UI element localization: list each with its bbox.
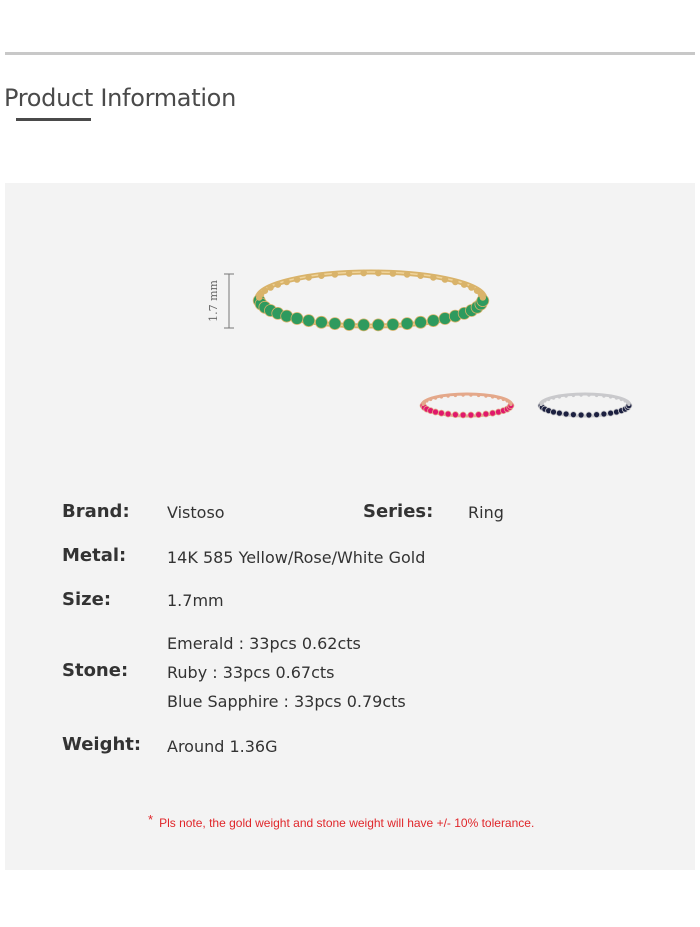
gemstone	[303, 315, 315, 327]
ring-setting	[474, 287, 481, 294]
gemstone	[415, 316, 427, 328]
ring-setting	[318, 272, 325, 279]
series-value: Ring	[468, 503, 504, 522]
ring-setting	[620, 398, 623, 401]
ring-setting	[434, 396, 437, 399]
ring-setting	[491, 395, 494, 398]
ring-setting	[468, 284, 475, 291]
gemstone	[483, 411, 489, 417]
ring-setting	[469, 393, 472, 396]
note-asterisk: *	[148, 812, 154, 827]
note-text: Pls note, the gold weight and stone weight will have +/- 10% tolerance.	[159, 816, 535, 830]
ring-illustration	[5, 183, 695, 483]
ring-setting	[417, 272, 424, 279]
ring-setting	[552, 396, 555, 399]
gemstone	[401, 318, 413, 330]
brand-value: Vistoso	[167, 503, 225, 522]
ring-setting	[624, 399, 627, 402]
ring-setting	[579, 393, 582, 396]
ring-setting	[602, 394, 605, 397]
gemstone	[490, 410, 496, 416]
gemstone	[594, 412, 600, 418]
gemstone	[291, 313, 303, 325]
ruby-ring	[420, 393, 514, 418]
ring-setting	[587, 393, 590, 396]
gemstone	[433, 409, 439, 415]
ring-setting	[502, 398, 505, 401]
gemstone	[387, 319, 399, 331]
ring-setting	[442, 276, 449, 283]
ring-setting	[572, 394, 575, 397]
ring-setting	[346, 270, 353, 277]
ring-setting	[547, 398, 550, 401]
gemstone	[578, 412, 584, 418]
gemstone	[551, 409, 557, 415]
ring-setting	[595, 394, 598, 397]
ring-setting	[609, 395, 612, 398]
gemstone	[445, 411, 451, 417]
ring-setting	[256, 294, 263, 301]
ring-setting	[267, 284, 274, 291]
sapphire-ring	[538, 393, 632, 418]
size-value: 1.7mm	[167, 591, 224, 610]
ring-setting	[446, 394, 449, 397]
stone-label: Stone:	[62, 660, 129, 681]
weight-label: Weight:	[62, 734, 142, 755]
ring-setting	[497, 396, 500, 399]
stone-line-sapphire: Blue Sapphire : 33pcs 0.79cts	[167, 692, 406, 711]
ring-setting	[461, 393, 464, 396]
ring-setting	[421, 403, 424, 406]
ring-setting	[429, 398, 432, 401]
ring-setting	[440, 395, 443, 398]
dimension-label: 1.7 mm	[207, 280, 220, 322]
gemstone	[358, 319, 370, 331]
gemstone	[315, 316, 327, 328]
gemstone	[556, 410, 562, 416]
ring-setting	[283, 279, 290, 286]
ring-setting	[360, 270, 367, 277]
size-label: Size:	[62, 589, 112, 610]
gemstone	[570, 412, 576, 418]
ring-setting	[558, 395, 561, 398]
ring-setting	[506, 399, 509, 402]
stone-line-ruby: Ruby : 33pcs 0.67cts	[167, 663, 335, 682]
ring-setting	[452, 279, 459, 286]
brand-label: Brand:	[62, 501, 130, 522]
gemstone	[563, 411, 569, 417]
metal-label: Metal:	[62, 545, 127, 566]
dimension-marker	[207, 274, 234, 328]
metal-value: 14K 585 Yellow/Rose/White Gold	[167, 548, 426, 567]
ring-setting	[461, 281, 468, 288]
title-underline	[16, 118, 91, 121]
gemstone	[460, 412, 466, 418]
ring-setting	[404, 271, 411, 278]
stone-line-emerald: Emerald : 33pcs 0.62cts	[167, 634, 361, 653]
gemstone	[372, 319, 384, 331]
ring-setting	[477, 394, 480, 397]
ruby-stones	[420, 393, 514, 418]
section-title: Product Information	[4, 84, 236, 112]
gemstone	[468, 412, 474, 418]
ring-setting	[454, 394, 457, 397]
gemstone	[427, 315, 439, 327]
gemstone	[601, 411, 607, 417]
ring-setting	[564, 394, 567, 397]
ring-setting	[484, 394, 487, 397]
product-panel	[5, 183, 695, 870]
ring-setting	[332, 271, 339, 278]
emerald-ring	[253, 270, 489, 331]
ring-setting	[390, 270, 397, 277]
gemstone	[343, 319, 355, 331]
ring-setting	[294, 276, 301, 283]
tolerance-note	[148, 812, 535, 830]
gemstone	[476, 412, 482, 418]
weight-value: Around 1.36G	[167, 737, 278, 756]
sapphire-stones	[538, 393, 632, 418]
gemstone	[586, 412, 592, 418]
ring-setting	[305, 274, 312, 281]
gemstone	[438, 410, 444, 416]
gemstone	[608, 410, 614, 416]
gemstone	[329, 318, 341, 330]
ring-setting	[539, 403, 542, 406]
top-divider	[5, 52, 695, 55]
ring-setting	[275, 281, 282, 288]
series-label: Series:	[363, 501, 434, 522]
ring-setting	[430, 274, 437, 281]
gemstone	[452, 412, 458, 418]
ring-setting	[615, 396, 618, 399]
ring-setting	[375, 270, 382, 277]
